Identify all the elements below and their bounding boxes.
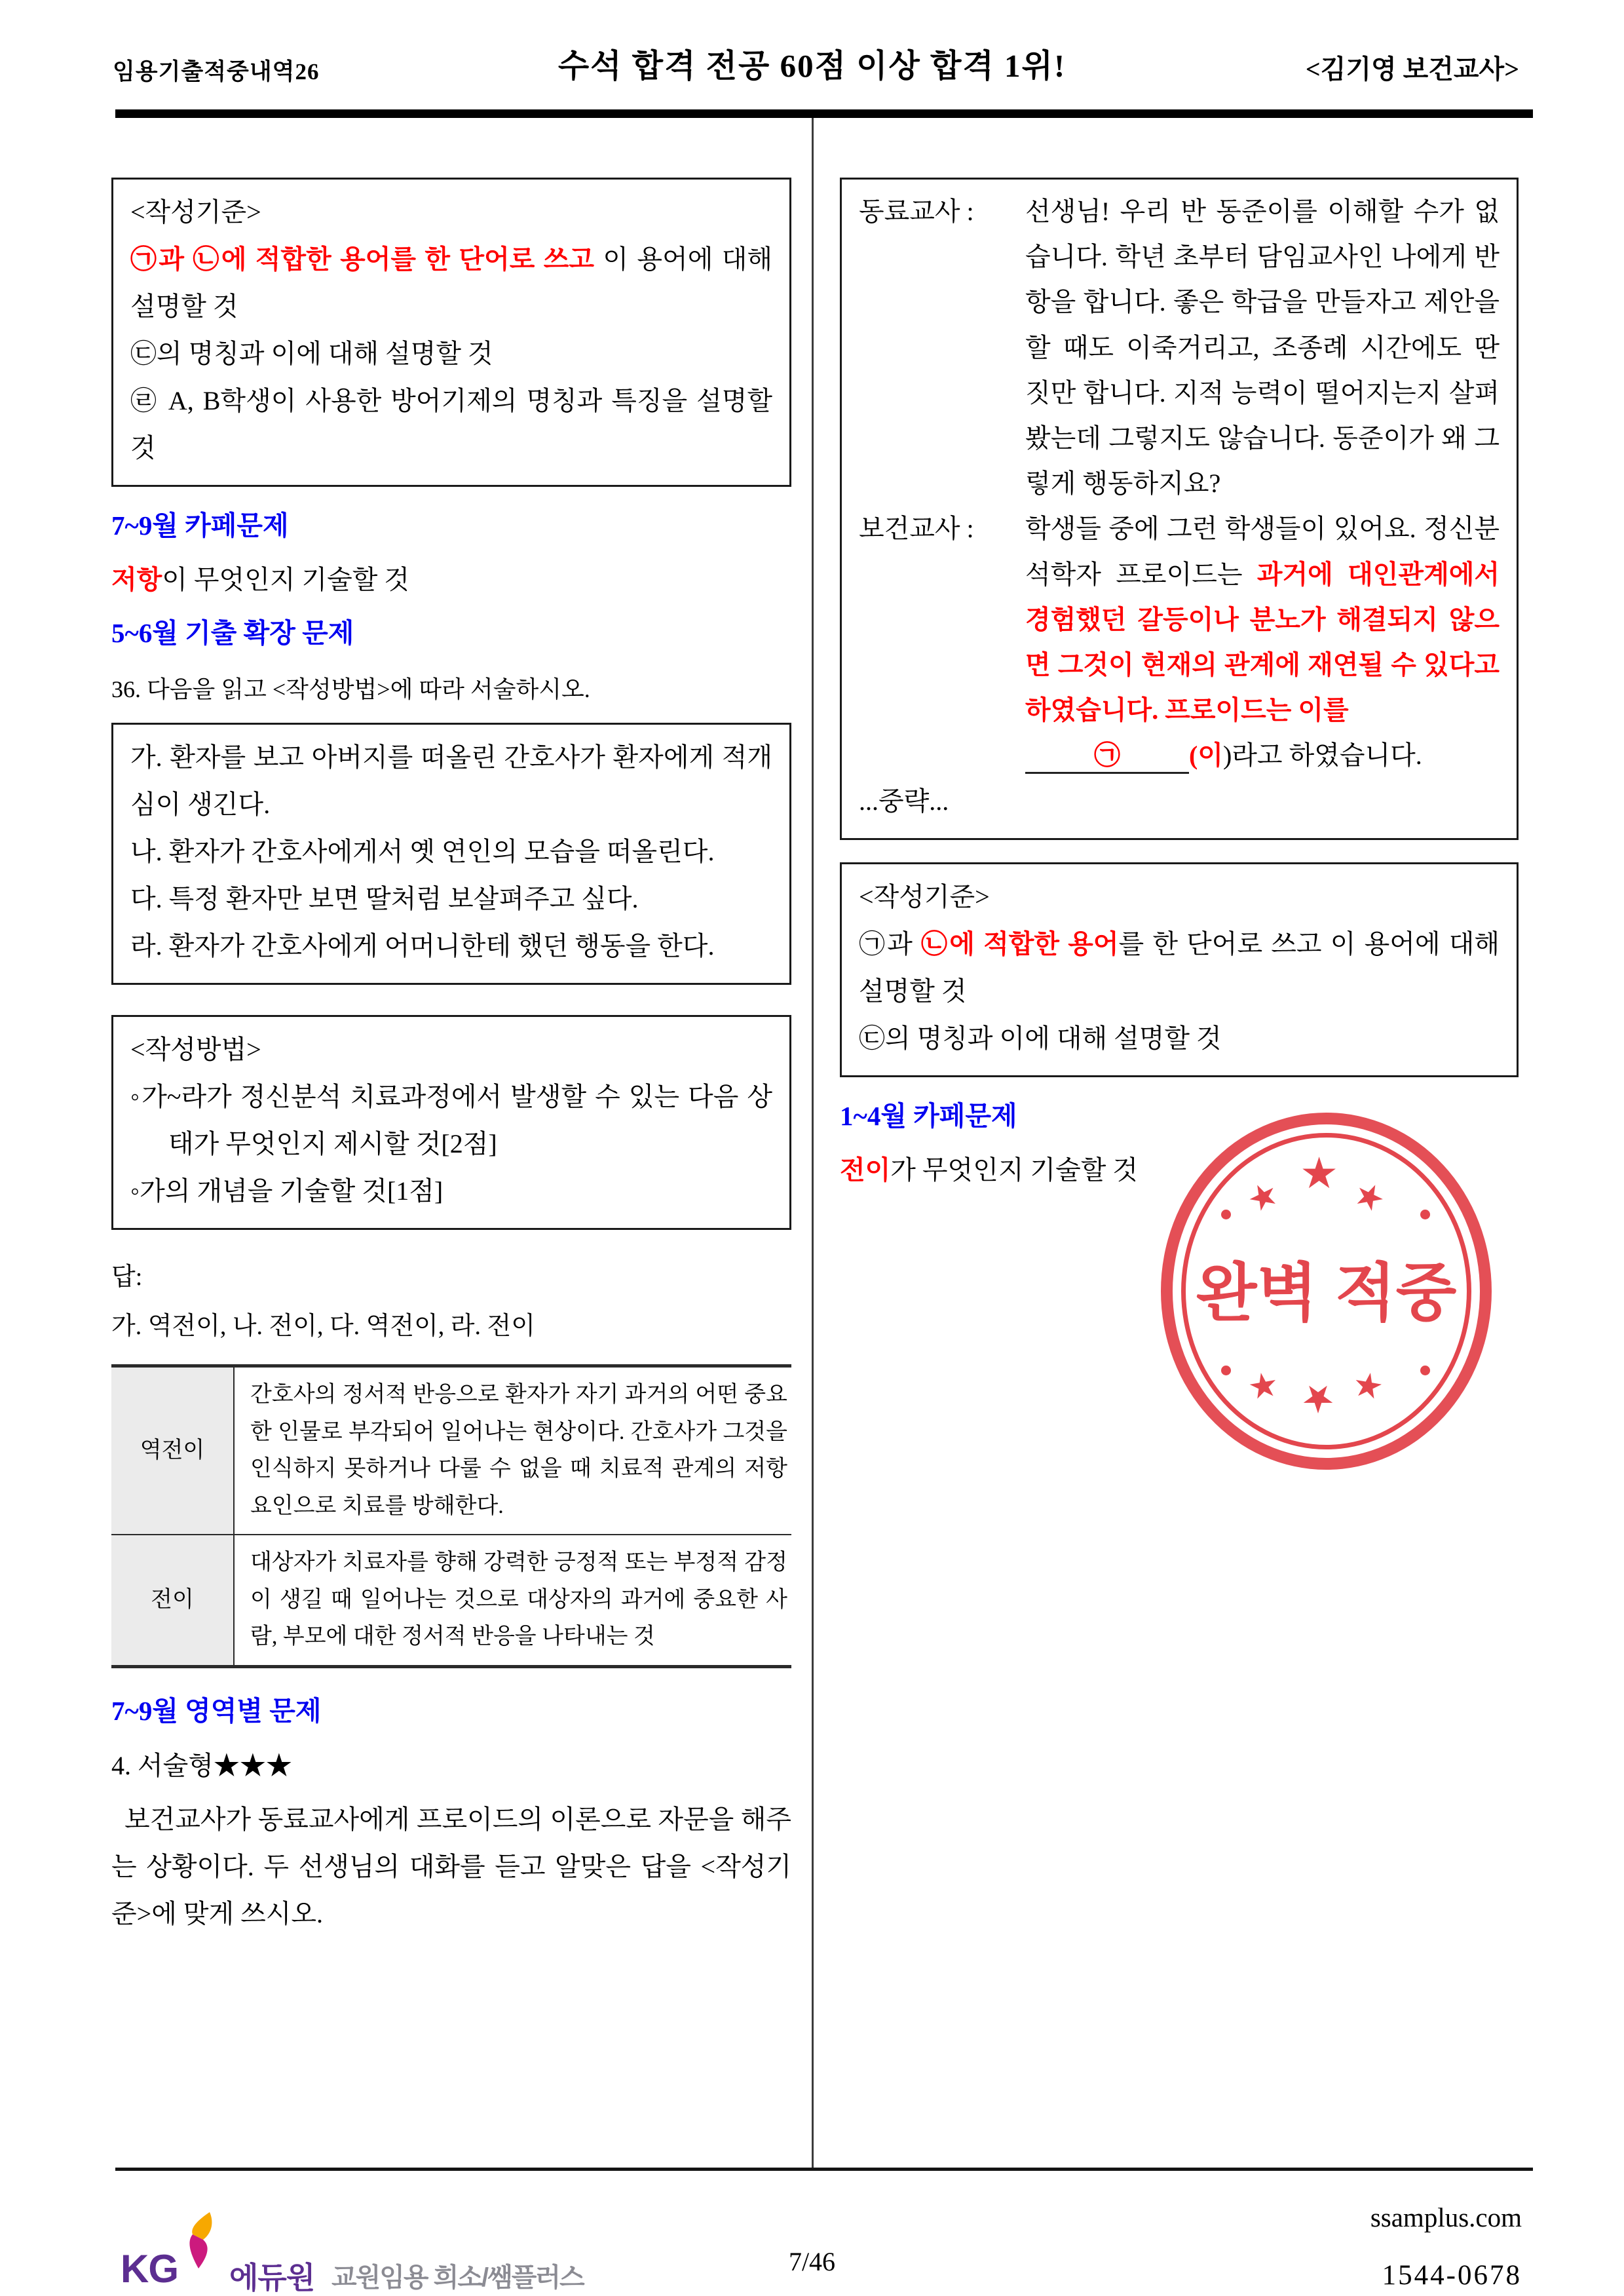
criteria-box-2-item-2: ㉢의 명칭과 이에 대해 설명할 것 bbox=[859, 1024, 1222, 1054]
transfer-task-line: 전이가 무엇인지 기술할 것 bbox=[840, 1155, 1139, 1185]
method-box bbox=[111, 1015, 791, 1230]
cafe-task-line: 저항이 무엇인지 기술할 것 bbox=[111, 564, 410, 594]
dialogue-box bbox=[840, 178, 1519, 840]
logo-kg-text: KG bbox=[121, 2247, 178, 2291]
criteria-box-2-title: <작성기준> bbox=[859, 882, 990, 912]
criteria-2-red-phrase: ㉡에 적합한 용어 bbox=[921, 929, 1119, 959]
speaker-colleague: 동료교사 : bbox=[859, 197, 974, 226]
case-item-ga: 가. 환자를 보고 아버지를 떠올린 간호사가 환자에게 적개심이 생긴다. bbox=[130, 742, 772, 820]
question-36: 36. 다음을 읽고 <작성방법>에 따라 서술하시오. bbox=[111, 676, 590, 703]
cafe-problem-heading: 7~9월 카페문제 bbox=[111, 510, 289, 541]
header-author: <김기영 보건교사> bbox=[1305, 54, 1519, 84]
table-row bbox=[111, 1535, 791, 1666]
method-item-1: ◦가~라가 정신분석 치료과정에서 발생할 수 있는 다음 상태가 무엇인지 제시할 것[2점] bbox=[130, 1082, 772, 1159]
speech-colleague: 선생님! 우리 반 동준이를 이해할 수가 없습니다. 학년 초부터 담임교사인 나에게 반항을 합니다. 좋은 학급을 만들자고 제안을 할 때도 이죽거리고, 조종례 시간에도 딴 짓만 합니다. 지적 능력이 떨어지는지 살펴봤는데 그렇지도 않습니다. 동준이가 왜 그렇게 행동하지요? bbox=[1025, 197, 1500, 499]
dot-icon bbox=[1420, 1210, 1430, 1219]
dot-icon bbox=[1221, 1366, 1231, 1375]
header-rule bbox=[115, 109, 1533, 118]
method-box-title: <작성방법> bbox=[130, 1035, 261, 1065]
dialogue-health-teacher bbox=[859, 506, 1500, 778]
footer-site: ssamplus.com bbox=[1370, 2202, 1522, 2232]
question-4-desc: 보건교사가 동료교사에게 프로이드의 이론으로 자문을 해주는 상황이다. 두 선생님의 대화를 듣고 알맞은 답을 <작성기준>에 맞게 쓰시오. bbox=[111, 1805, 791, 1929]
left-column bbox=[111, 174, 791, 1938]
table-term-countertransference: 역전이 bbox=[111, 1366, 234, 1535]
blank-mark: ㉠ bbox=[1094, 740, 1120, 771]
header-slogan: 수석 합격 전공 60점 이상 합격 1위! bbox=[557, 48, 1067, 84]
dialogue-colleague bbox=[859, 189, 1500, 506]
fill-in-blank bbox=[1025, 739, 1189, 774]
case-box bbox=[111, 723, 791, 985]
star-icon: ★ bbox=[1346, 1362, 1391, 1411]
logo-subtitle: 교원임용 희소/쌤플러스 bbox=[331, 2263, 584, 2292]
column-divider bbox=[812, 118, 814, 2168]
table-term-transference: 전이 bbox=[111, 1535, 234, 1666]
criteria-box-1-item-1: ㉠과 ㉡에 적합한 용어를 한 단어로 쓰고 이 용어에 대해 설명할 것 bbox=[130, 244, 772, 321]
stamp-text: 완벽 적중 bbox=[1196, 1257, 1457, 1328]
page-number: 7/46 bbox=[788, 2247, 836, 2276]
case-item-na: 나. 환자가 간호사에게서 옛 연인의 모습을 떠올린다. bbox=[130, 837, 715, 867]
method-item-2: ◦가의 개념을 기술할 것[1점] bbox=[130, 1176, 444, 1206]
perfect-hit-stamp bbox=[1161, 1113, 1492, 1470]
criteria-box-2 bbox=[840, 862, 1519, 1077]
footer-rule bbox=[115, 2168, 1533, 2171]
criteria-red-phrase: ㉠과 ㉡에 적합한 용어를 한 단어로 쓰고 bbox=[130, 244, 595, 274]
question-4-title: 4. 서술형★★★ bbox=[111, 1751, 292, 1781]
speech-health-teacher: 학생들 중에 그런 학생들이 있어요. 정신분석학자 프로이드는 과거에 대인관계에서 경험했던 갈등이나 분노가 해결되지 않으면 그것이 현재의 관계에 재연될 수 있다고 하였습니다. 프로이드는 이를 ㉠ (이)라고 하였습니다. bbox=[1025, 506, 1500, 778]
star-icon: ★ bbox=[1301, 1377, 1335, 1421]
dialogue-ellipsis: ...중략... bbox=[859, 786, 949, 816]
criteria-box-1-item-2: ㉢의 명칭과 이에 대해 설명할 것 bbox=[130, 339, 493, 368]
criteria-box-2-item-1: ㉠과 ㉡에 적합한 용어를 한 단어로 쓰고 이 용어에 대해 설명할 것 bbox=[859, 929, 1500, 1006]
expand-problem-heading: 5~6월 기출 확장 문제 bbox=[111, 617, 354, 648]
star-icon: ★ bbox=[1300, 1148, 1339, 1198]
logo-eduone-text: 에듀원 bbox=[229, 2261, 315, 2295]
criteria-box-1 bbox=[111, 178, 791, 487]
table-desc-transference: 대상자가 치료자를 향해 강력한 긍정적 또는 부정적 감정이 생길 때 일어나는 것으로 대상자의 과거에 중요한 사람, 부모에 대한 정서적 반응을 나타내는 것 bbox=[234, 1535, 791, 1666]
criteria-box-1-title: <작성기준> bbox=[130, 197, 261, 227]
dot-icon bbox=[1221, 1210, 1231, 1219]
dot-icon bbox=[1420, 1366, 1430, 1375]
case-item-da: 다. 특정 환자만 보면 딸처럼 보살펴주고 싶다. bbox=[130, 884, 639, 914]
answer-label: 답: bbox=[111, 1263, 143, 1292]
answer-line: 가. 역전이, 나. 전이, 다. 역전이, 라. 전이 bbox=[111, 1312, 535, 1340]
speech-red-phrase: 과거에 대인관계에서 경험했던 갈등이나 분노가 해결되지 않으면 그것이 현재의 관계에 재연될 수 있다고 하였습니다. 프로이드는 이를 bbox=[1025, 559, 1500, 725]
answer-table bbox=[111, 1364, 791, 1668]
star-icon: ★ bbox=[1347, 1172, 1392, 1222]
star-icon: ★ bbox=[1241, 1172, 1286, 1222]
area-problem-heading: 7~9월 영역별 문제 bbox=[111, 1695, 322, 1726]
header-doc-title: 임용기출적중내역26 bbox=[113, 59, 320, 85]
right-column bbox=[840, 174, 1519, 1198]
table-desc-countertransference: 간호사의 정서적 반응으로 환자가 자기 과거의 어떤 중요한 인물로 부각되어 일어나는 현상이다. 간호사가 그것을 인식하지 못하거나 다룰 수 없을 때 치료적 관계의 저항요인으로 치료를 방해한다. bbox=[250, 1383, 787, 1518]
table-row bbox=[111, 1366, 791, 1535]
case-item-ra: 라. 환자가 간호사에게 어머니한테 했던 행동을 한다. bbox=[130, 931, 715, 961]
cafe-problem-heading-2: 1~4월 카페문제 bbox=[840, 1101, 1017, 1132]
star-icon: ★ bbox=[1241, 1362, 1286, 1411]
footer-phone: 1544-0678 bbox=[1382, 2260, 1522, 2291]
speaker-health-teacher: 보건교사 : bbox=[859, 514, 974, 544]
criteria-box-1-item-3: ㉣ A, B학생이 사용한 방어기제의 명칭과 특징을 설명할 것 bbox=[130, 386, 772, 463]
